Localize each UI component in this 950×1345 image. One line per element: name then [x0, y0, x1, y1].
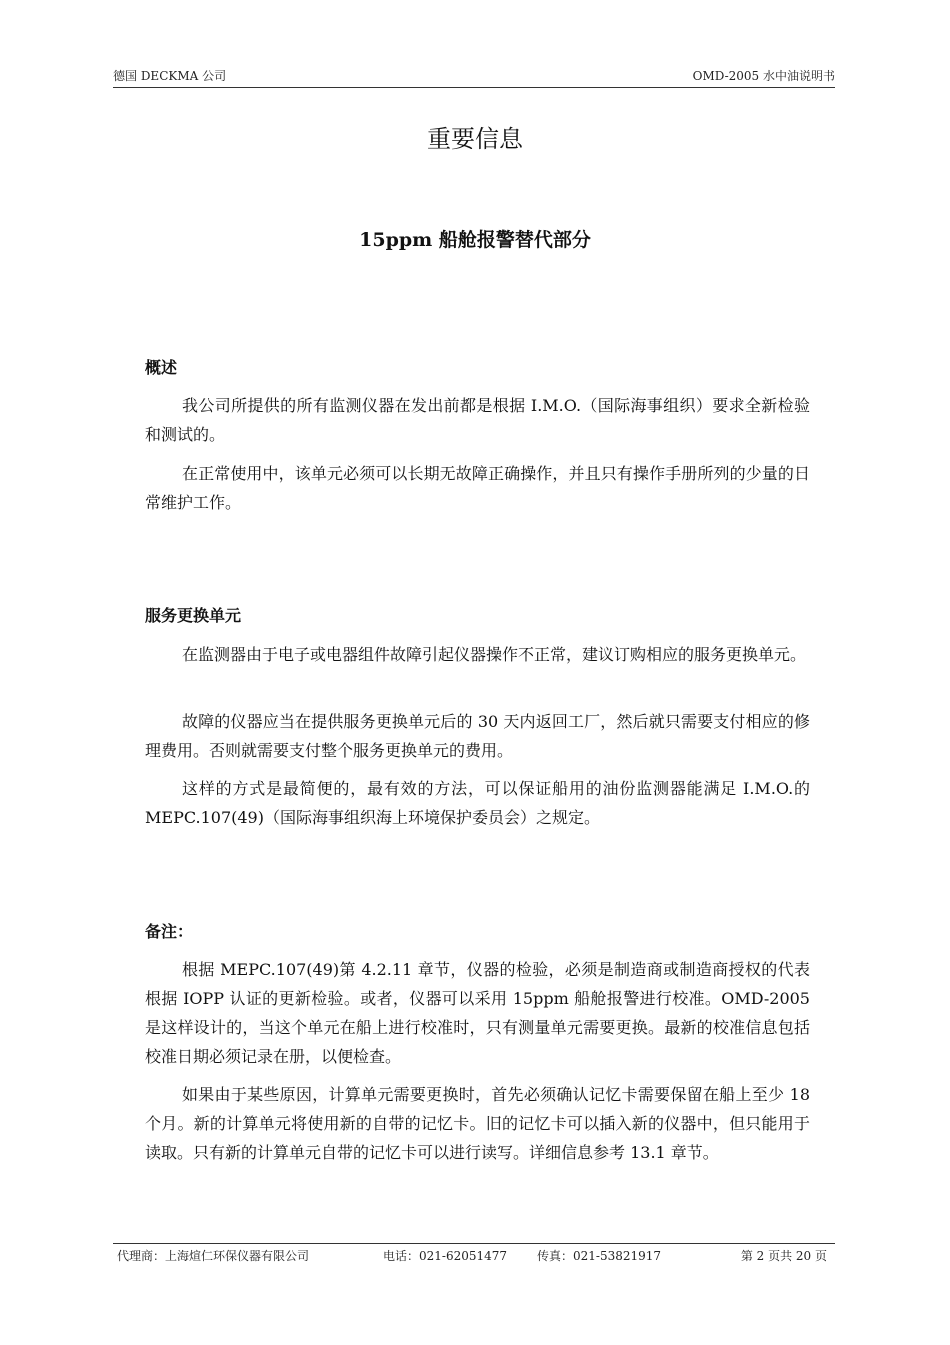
service-paragraph-2: 故障的仪器应当在提供服务更换单元后的 30 天内返回工厂，然后就只需要支付相应的修理费用。否则就需要支付整个服务更换单元的费用。	[145, 712, 810, 760]
page-title: 重要信息	[427, 125, 523, 153]
footer-page-number: 第 2 页共 20 页	[740, 1249, 827, 1263]
header-company: 德国 DECKMA 公司	[113, 69, 227, 83]
section-heading-overview: 概述	[145, 358, 178, 377]
header-document-title: OMD-2005 水中油说明书	[692, 69, 835, 83]
overview-paragraph-2: 在正常使用中，该单元必须可以长期无故障正确操作，并且只有操作手册所列的少量的日常维护工作。	[145, 464, 810, 512]
notes-paragraph-2: 如果由于某些原因，计算单元需要更换时，首先必须确认记忆卡需要保留在船上至少 18 个月。新的计算单元将使用新的自带的记忆卡。旧的记忆卡可以插入新的仪器中，但只能用于读取。只有新的计算单元自带的记忆卡可以进行读写。详细信息参考 13.1 章节。	[145, 1085, 810, 1162]
notes-paragraph-1: 根据 MEPC.107(49)第 4.2.11 章节，仪器的检验，必须是制造商或制造商授权的代表根据 IOPP 认证的更新检验。或者，仪器可以采用 15ppm 船舱报警进行校准。OMD-2005 是这样设计的，当这个单元在船上进行校准时，只有测量单元需要更换。最新的校准信息包括校准日期必须记录在册，以便检查。	[145, 960, 810, 1066]
service-paragraph-3: 这样的方式是最简便的，最有效的方法，可以保证船用的油份监测器能满足 I.M.O.的 MEPC.107(49)（国际海事组织海上环境保护委员会）之规定。	[145, 779, 810, 827]
footer-divider	[113, 1243, 835, 1244]
footer-agent: 代理商：上海煊仁环保仪器有限公司	[117, 1249, 310, 1263]
section-heading-service-unit: 服务更换单元	[145, 606, 242, 625]
header-divider	[113, 87, 835, 88]
section-heading-notes: 备注：	[145, 922, 194, 941]
footer-fax: 传真：021-53821917	[537, 1249, 662, 1263]
service-paragraph-1: 在监测器由于电子或电器组件故障引起仪器操作不正常，建议订购相应的服务更换单元。	[182, 645, 807, 664]
footer-telephone: 电话：021-62051477	[383, 1249, 508, 1263]
overview-paragraph-1: 我公司所提供的所有监测仪器在发出前都是根据 I.M.O.（国际海事组织）要求全新检验和测试的。	[145, 396, 810, 444]
page-subtitle: 15ppm 船舱报警替代部分	[359, 229, 591, 251]
